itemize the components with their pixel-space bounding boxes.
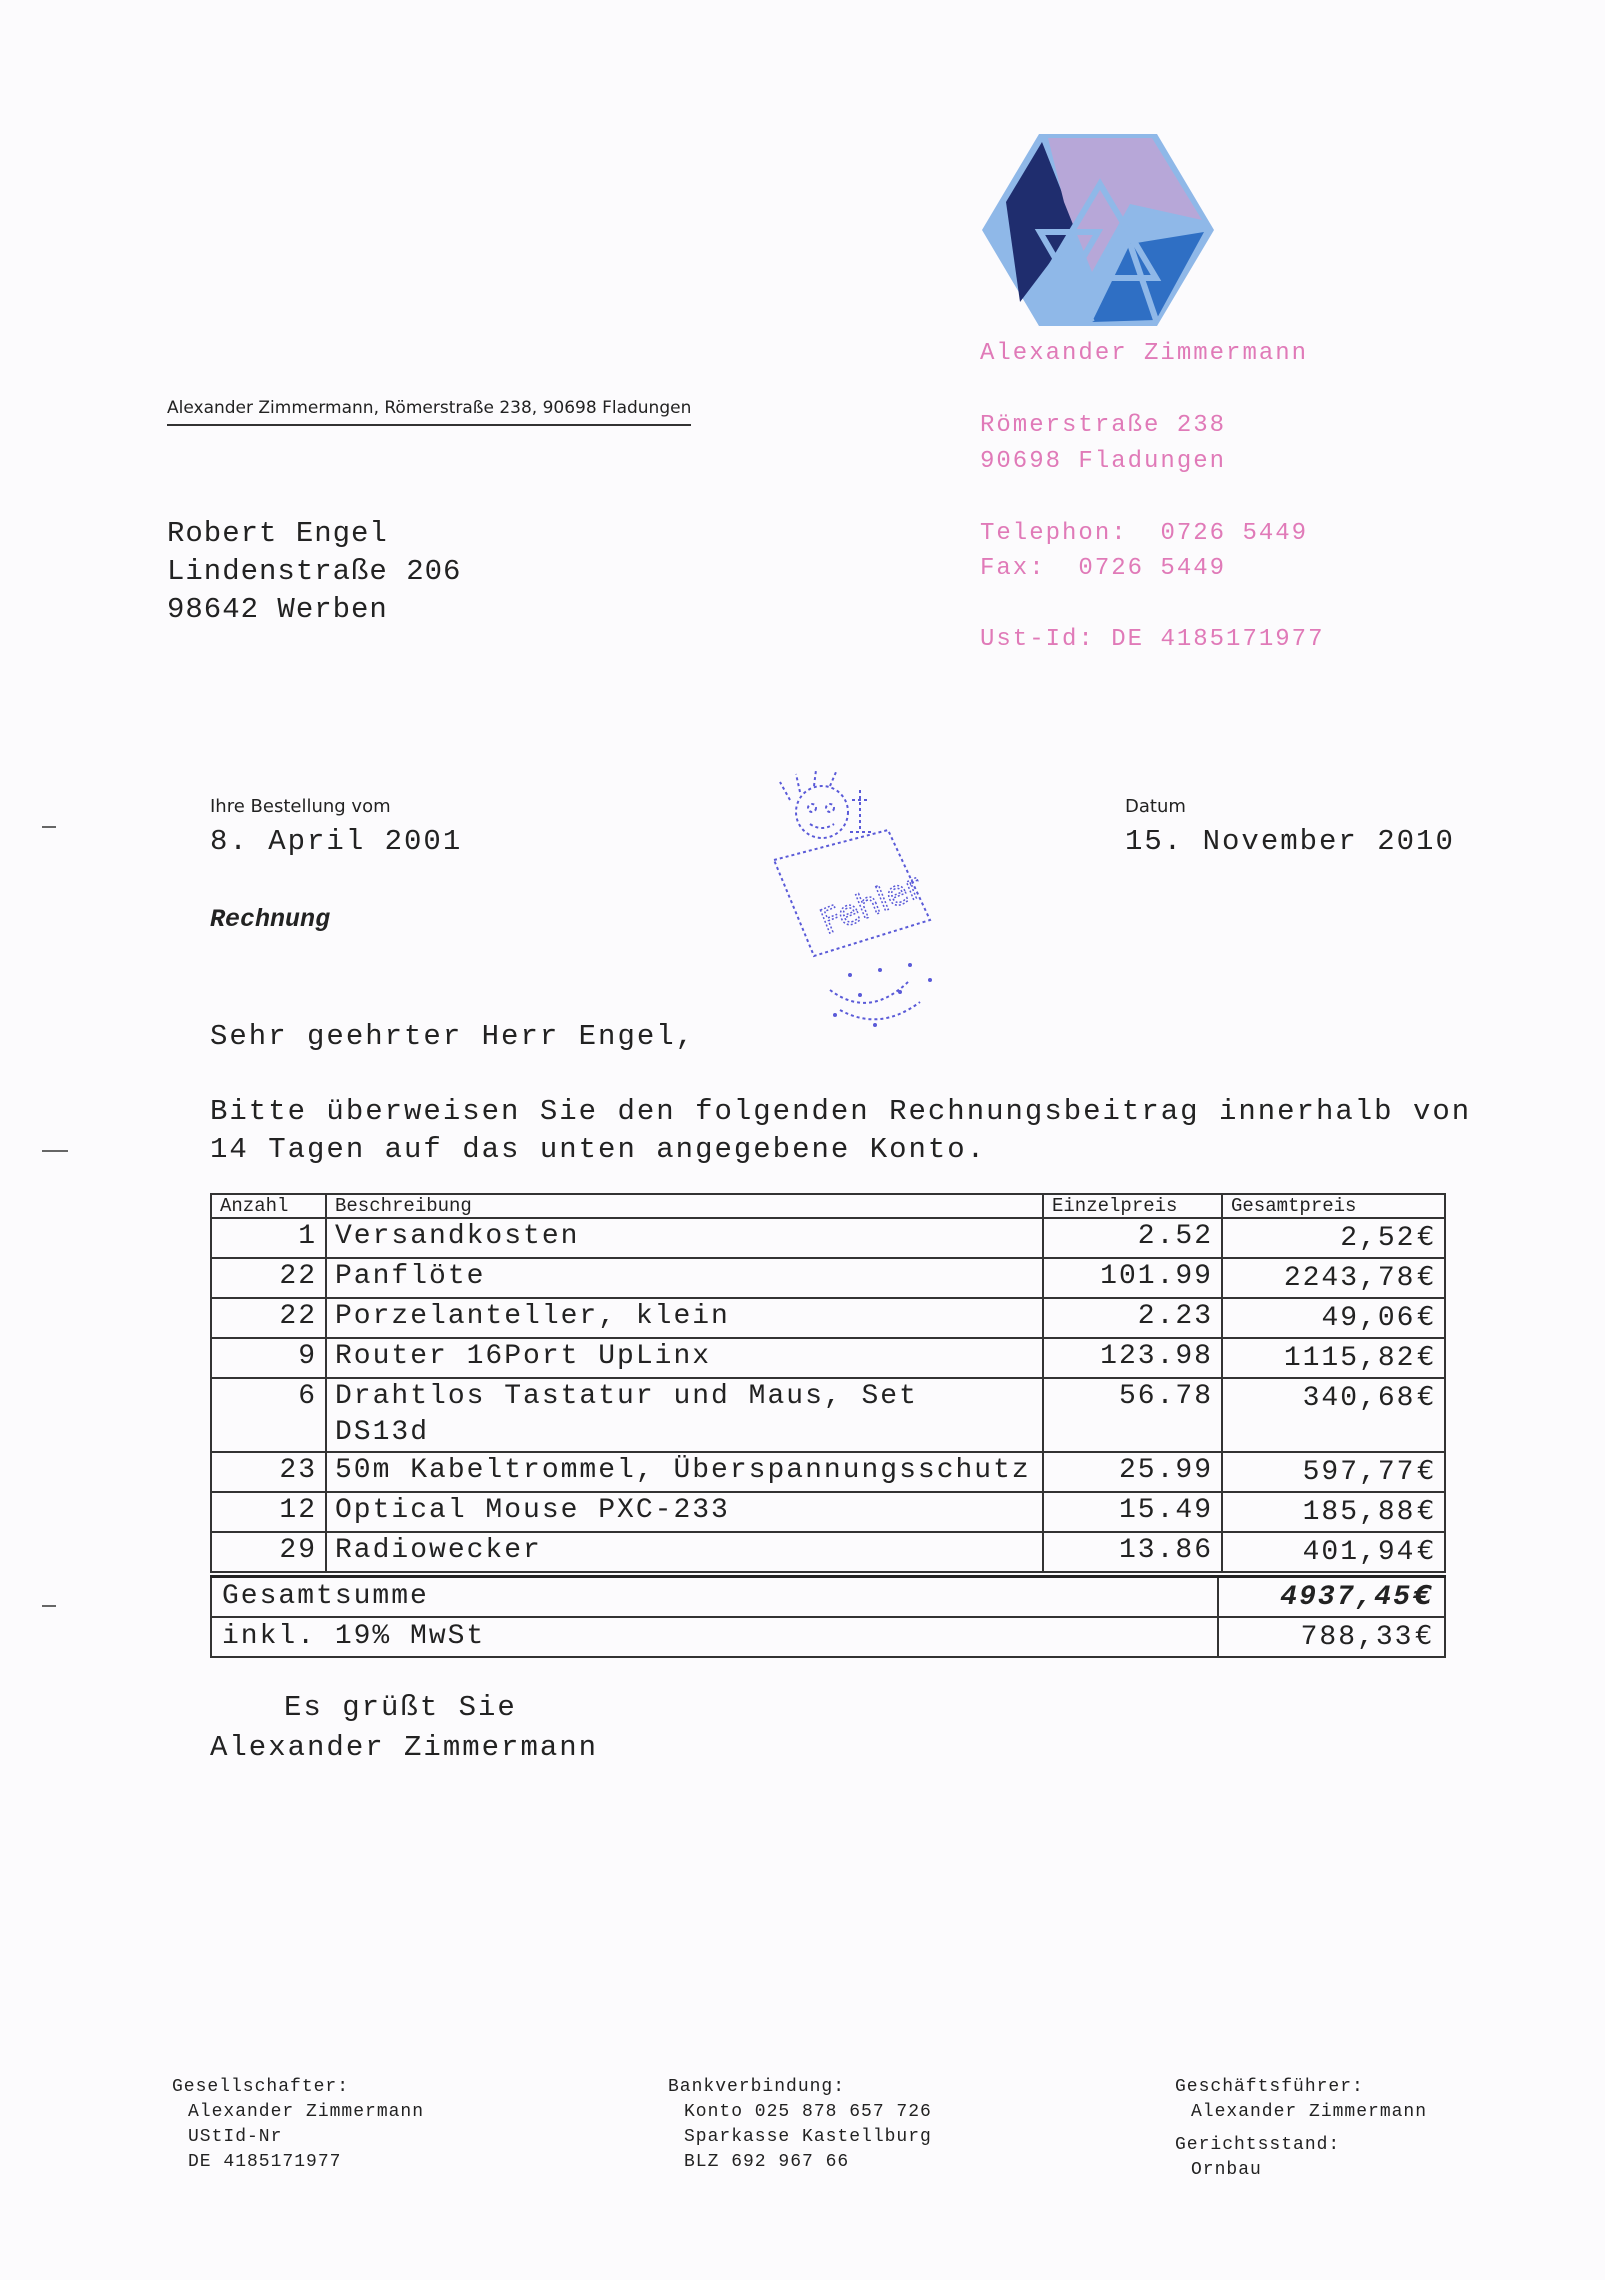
cell-unit-price: 13.86 xyxy=(1043,1532,1222,1572)
currency-symbol: € xyxy=(1417,1302,1436,1332)
description-line: Panflöte xyxy=(335,1261,486,1292)
vat-row-value: 788,33€ xyxy=(1218,1617,1445,1657)
table-row xyxy=(211,1492,1445,1532)
currency-symbol: € xyxy=(1417,1342,1436,1372)
total-amount: 2,52 xyxy=(1340,1223,1416,1254)
company-vat xyxy=(980,626,1324,653)
order-date-value: 8. April 2001 xyxy=(210,825,463,858)
cell-unit-price: 25.99 xyxy=(1043,1452,1222,1492)
table-row xyxy=(211,1258,1445,1298)
cell-total-price xyxy=(1222,1218,1445,1258)
total-value: 4937,45€ xyxy=(1218,1577,1445,1618)
total-label: Gesamtsumme xyxy=(211,1577,1218,1618)
bank-name: Sparkasse Kastellburg xyxy=(684,2127,932,2147)
recipient-address xyxy=(167,515,461,629)
ceo-name: Alexander Zimmermann xyxy=(1191,2102,1428,2122)
telephone-label: Telephon: xyxy=(980,520,1128,547)
vat-value: DE 4185171977 xyxy=(1111,626,1325,653)
recipient-name: Robert Engel xyxy=(167,517,388,550)
cell-description xyxy=(326,1378,1043,1452)
cell-total-price xyxy=(1222,1338,1445,1378)
invoice-items-table xyxy=(210,1193,1446,1573)
vat-row-label: inkl. 19% MwSt xyxy=(211,1617,1218,1657)
cell-qty: 22 xyxy=(211,1298,326,1338)
cell-unit-price: 15.49 xyxy=(1043,1492,1222,1532)
cell-qty: 1 xyxy=(211,1218,326,1258)
cell-total-price xyxy=(1222,1258,1445,1298)
footer-management xyxy=(1175,2075,1427,2183)
vat-label: Ust-Id: xyxy=(980,626,1095,653)
cell-total-price xyxy=(1222,1378,1445,1452)
total-amount: 185,88 xyxy=(1302,1497,1416,1528)
cell-qty: 6 xyxy=(211,1378,326,1452)
table-header-row xyxy=(211,1194,1445,1218)
cell-unit-price: 56.78 xyxy=(1043,1378,1222,1452)
cell-unit-price: 2.52 xyxy=(1043,1218,1222,1258)
bank-account: Konto 025 878 657 726 xyxy=(684,2102,932,2122)
cell-qty: 22 xyxy=(211,1258,326,1298)
salutation: Sehr geehrter Herr Engel, xyxy=(210,1020,696,1053)
partner-label: Gesellschafter: xyxy=(172,2077,350,2097)
intro-line: Bitte überweisen Sie den folgenden Rechnungsbeitrag innerhalb von xyxy=(210,1095,1472,1128)
total-amount: 340,68 xyxy=(1302,1383,1416,1414)
telephone-value: 0726 5449 xyxy=(1160,520,1309,547)
partner-vat-label: UStId-Nr xyxy=(188,2127,283,2147)
fold-mark-bottom xyxy=(42,1605,56,1607)
cell-unit-price: 123.98 xyxy=(1043,1338,1222,1378)
total-amount: 401,94 xyxy=(1302,1537,1416,1568)
table-row xyxy=(211,1452,1445,1492)
order-date-label: Ihre Bestellung vom xyxy=(210,796,391,817)
recipient-street: Lindenstraße 206 xyxy=(167,555,462,588)
company-street: Römerstraße 238 xyxy=(980,412,1227,439)
cell-total-price xyxy=(1222,1452,1445,1492)
cell-total-price xyxy=(1222,1298,1445,1338)
company-telephone xyxy=(980,520,1308,547)
table-row xyxy=(211,1218,1445,1258)
document-title: Rechnung xyxy=(210,905,331,934)
intro-line: 14 Tagen auf das unten angegebene Konto. xyxy=(210,1133,987,1166)
cell-description xyxy=(326,1492,1043,1532)
currency-symbol: € xyxy=(1417,1262,1436,1292)
company-fax xyxy=(980,555,1226,582)
description-line: DS13d xyxy=(335,1417,430,1448)
currency-symbol: € xyxy=(1417,1496,1436,1526)
col-header-description: Beschreibung xyxy=(326,1194,1043,1218)
partner-name: Alexander Zimmermann xyxy=(188,2102,425,2122)
footer-partner xyxy=(172,2075,424,2175)
cell-description xyxy=(326,1298,1043,1338)
invoice-totals-table xyxy=(210,1575,1446,1658)
description-line: Drahtlos Tastatur und Maus, Set xyxy=(335,1381,918,1412)
intro-paragraph xyxy=(210,1093,1472,1169)
cell-description xyxy=(326,1532,1043,1572)
table-row xyxy=(211,1298,1445,1338)
recipient-city: 98642 Werben xyxy=(167,593,388,626)
description-line: Porzelanteller, klein xyxy=(335,1301,730,1332)
fold-mark-middle xyxy=(42,1150,68,1152)
col-header-unit-price: Einzelpreis xyxy=(1043,1194,1222,1218)
table-row xyxy=(211,1532,1445,1572)
col-header-total-price: Gesamtpreis xyxy=(1222,1194,1445,1218)
cell-unit-price: 2.23 xyxy=(1043,1298,1222,1338)
bank-label: Bankverbindung: xyxy=(668,2077,846,2097)
table-row xyxy=(211,1338,1445,1378)
cell-description xyxy=(326,1258,1043,1298)
total-amount: 49,06 xyxy=(1321,1303,1416,1334)
fax-value: 0726 5449 xyxy=(1078,555,1227,582)
description-line: Optical Mouse PXC-233 xyxy=(335,1495,730,1526)
cell-total-price xyxy=(1222,1492,1445,1532)
sender-address-line: Alexander Zimmermann, Römerstraße 238, 90698 Fladungen xyxy=(167,398,691,426)
closing-signature: Alexander Zimmermann xyxy=(210,1731,599,1764)
currency-symbol: € xyxy=(1417,1536,1436,1566)
cell-qty: 29 xyxy=(211,1532,326,1572)
company-city: 90698 Fladungen xyxy=(980,448,1227,475)
cell-qty: 12 xyxy=(211,1492,326,1532)
cell-description xyxy=(326,1338,1043,1378)
court-label: Gerichtsstand: xyxy=(1175,2135,1341,2155)
description-line: Router 16Port UpLinx xyxy=(335,1341,712,1372)
description-line: Radiowecker xyxy=(335,1535,542,1566)
total-amount: 2243,78 xyxy=(1283,1263,1416,1294)
col-header-qty: Anzahl xyxy=(211,1194,326,1218)
total-amount: 1115,82 xyxy=(1283,1343,1416,1374)
total-amount: 597,77 xyxy=(1302,1457,1416,1488)
cell-description xyxy=(326,1452,1043,1492)
cell-qty: 23 xyxy=(211,1452,326,1492)
description-line: 50m Kabeltrommel, Überspannungsschutz xyxy=(335,1455,1031,1486)
cell-total-price xyxy=(1222,1532,1445,1572)
partner-vat: DE 4185171977 xyxy=(188,2152,342,2172)
closing-block xyxy=(210,1688,598,1768)
footer-bank xyxy=(668,2075,932,2175)
total-row xyxy=(211,1577,1445,1618)
fax-label: Fax: xyxy=(980,555,1046,582)
currency-symbol: € xyxy=(1417,1382,1436,1412)
company-name: Alexander Zimmermann xyxy=(980,340,1309,367)
stamp-text: Fehler xyxy=(815,866,927,943)
table-row xyxy=(211,1378,1445,1452)
cell-unit-price: 101.99 xyxy=(1043,1258,1222,1298)
cell-description xyxy=(326,1218,1043,1258)
closing-greeting: Es grüßt Sie xyxy=(284,1691,517,1724)
invoice-date-value: 15. November 2010 xyxy=(1125,825,1455,858)
fehler-stamp xyxy=(760,770,980,1040)
ceo-label: Geschäftsführer: xyxy=(1175,2077,1364,2097)
cell-qty: 9 xyxy=(211,1338,326,1378)
court-value: Ornbau xyxy=(1191,2160,1262,2180)
description-line: Versandkosten xyxy=(335,1221,580,1252)
currency-symbol: € xyxy=(1417,1222,1436,1252)
fold-mark-top xyxy=(42,826,56,828)
invoice-date-label: Datum xyxy=(1125,796,1186,817)
vat-row xyxy=(211,1617,1445,1657)
currency-symbol: € xyxy=(1417,1456,1436,1486)
company-logo xyxy=(980,132,1216,328)
bank-code: BLZ 692 967 66 xyxy=(684,2152,850,2172)
